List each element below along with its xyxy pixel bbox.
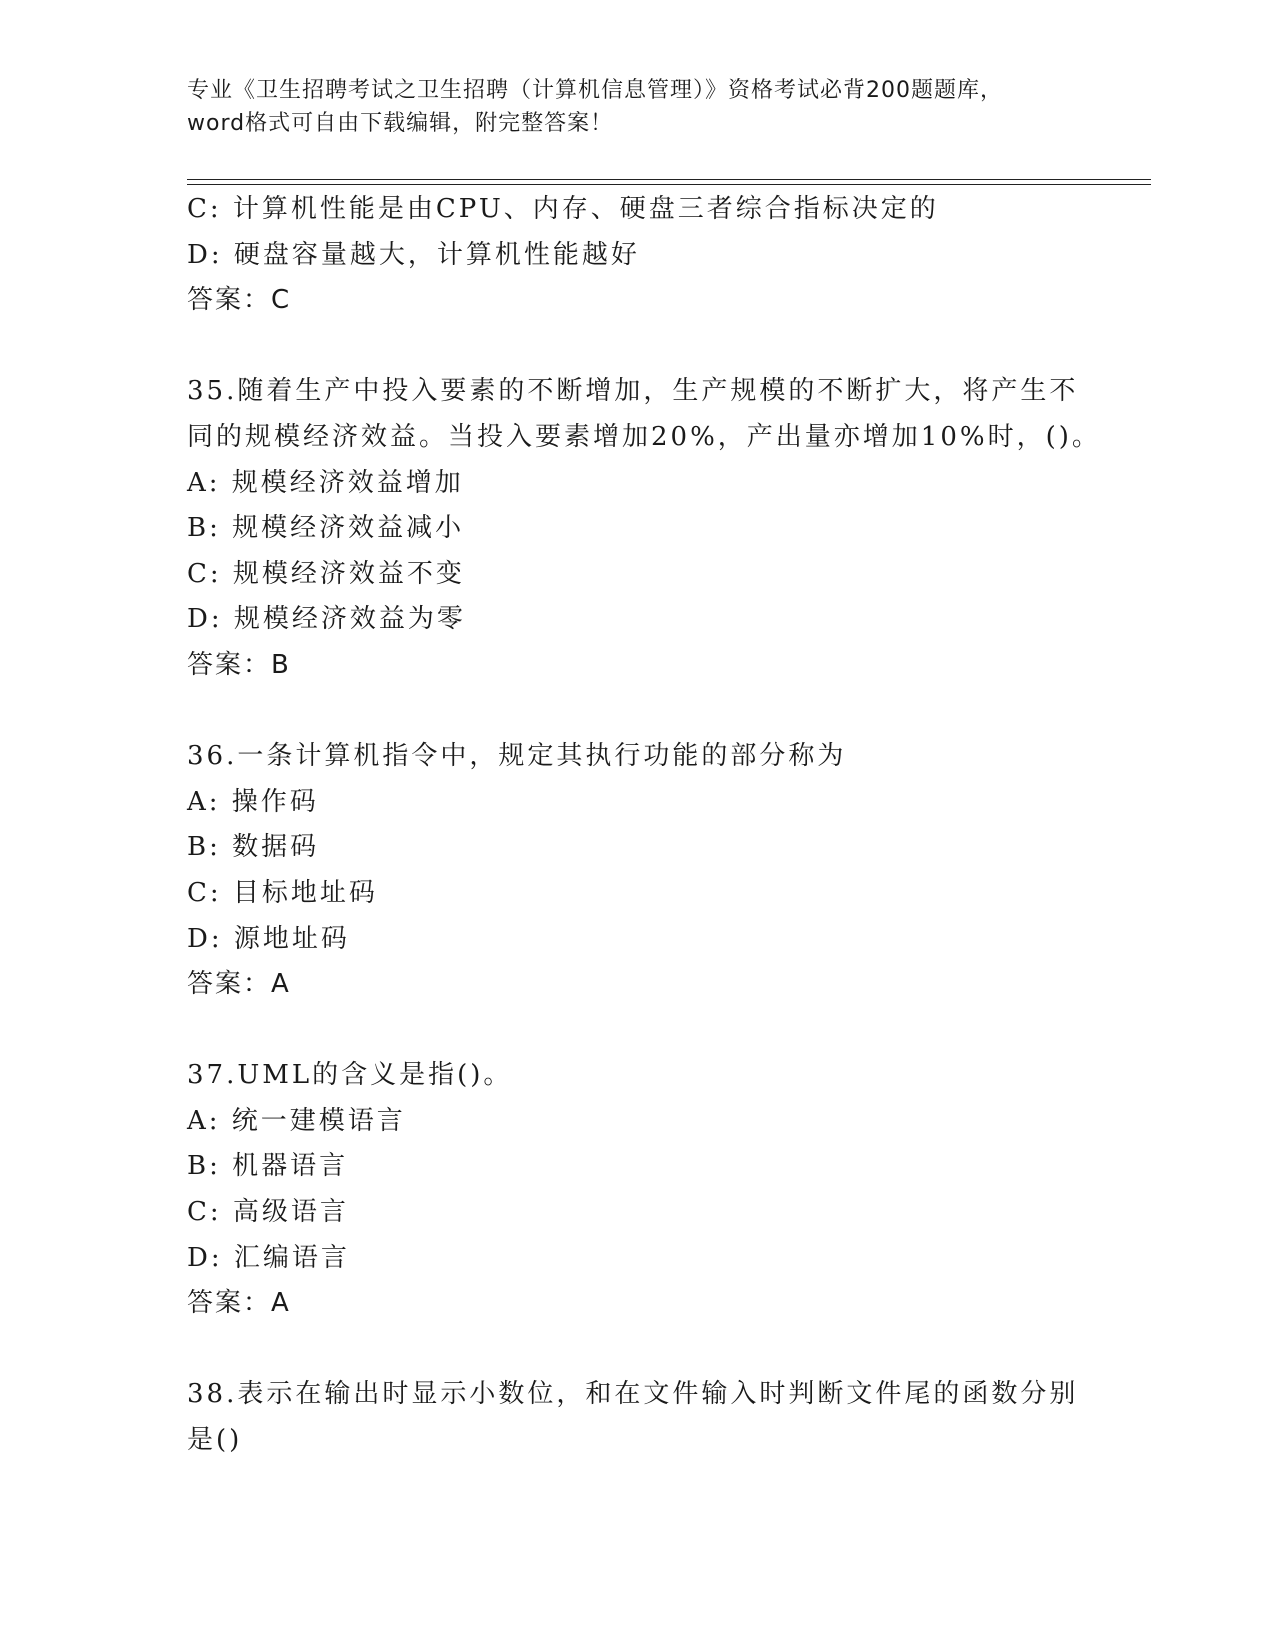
question-block-37 (187, 1053, 1087, 1327)
question-block-36 (187, 734, 1087, 1008)
option-b: B: 数据码 (187, 832, 320, 863)
question-content (187, 187, 1101, 1464)
spacer (187, 1008, 1087, 1054)
answer-line: 答案：C (187, 285, 292, 316)
question-block-35 (187, 369, 1101, 688)
answer-line: 答案：A (187, 969, 291, 1000)
option-d: D: 汇编语言 (187, 1242, 350, 1273)
question-block-carryover (187, 187, 1087, 324)
question-stem: 同的规模经济效益。当投入要素增加20%，产出量亦增加10%时，()。 (187, 421, 1101, 452)
answer-line: 答案：A (187, 1288, 291, 1319)
option-c: C: 规模经济效益不变 (187, 558, 465, 589)
option-d: D: 硬盘容量越大，计算机性能越好 (187, 239, 640, 270)
question-stem: 35.随着生产中投入要素的不断增加，生产规模的不断扩大，将产生不 (187, 376, 1079, 407)
header-divider (187, 179, 1151, 180)
spacer (187, 689, 1087, 735)
question-stem: 是() (187, 1425, 243, 1456)
option-d: D: 源地址码 (187, 923, 350, 954)
option-a: A: 统一建模语言 (187, 1105, 406, 1136)
option-c: C: 计算机性能是由CPU、内存、硬盘三者综合指标决定的 (187, 194, 939, 224)
spacer (187, 324, 1087, 370)
answer-line: 答案：B (187, 649, 291, 680)
spacer (187, 1327, 1087, 1373)
option-b: B: 规模经济效益减小 (187, 513, 465, 544)
question-block-38 (187, 1372, 1087, 1463)
option-b: B: 机器语言 (187, 1151, 349, 1182)
document-header (187, 74, 1087, 140)
question-stem: 38.表示在输出时显示小数位，和在文件输入时判断文件尾的函数分别 (187, 1379, 1079, 1410)
option-c: C: 目标地址码 (187, 877, 378, 908)
option-a: A: 操作码 (187, 786, 319, 817)
option-c: C: 高级语言 (187, 1197, 349, 1228)
header-title-line-1: 专业《卫生招聘考试之卫生招聘（计算机信息管理）》资格考试必背200题题库， (187, 78, 1003, 103)
header-title-line-2: word格式可自由下载编辑，附完整答案！ (187, 111, 614, 136)
header-divider (187, 184, 1151, 185)
question-stem: 36.一条计算机指令中，规定其执行功能的部分称为 (187, 741, 847, 772)
option-d: D: 规模经济效益为零 (187, 604, 466, 635)
option-a: A: 规模经济效益增加 (187, 467, 464, 498)
question-stem: 37.UML的含义是指()。 (187, 1060, 513, 1091)
